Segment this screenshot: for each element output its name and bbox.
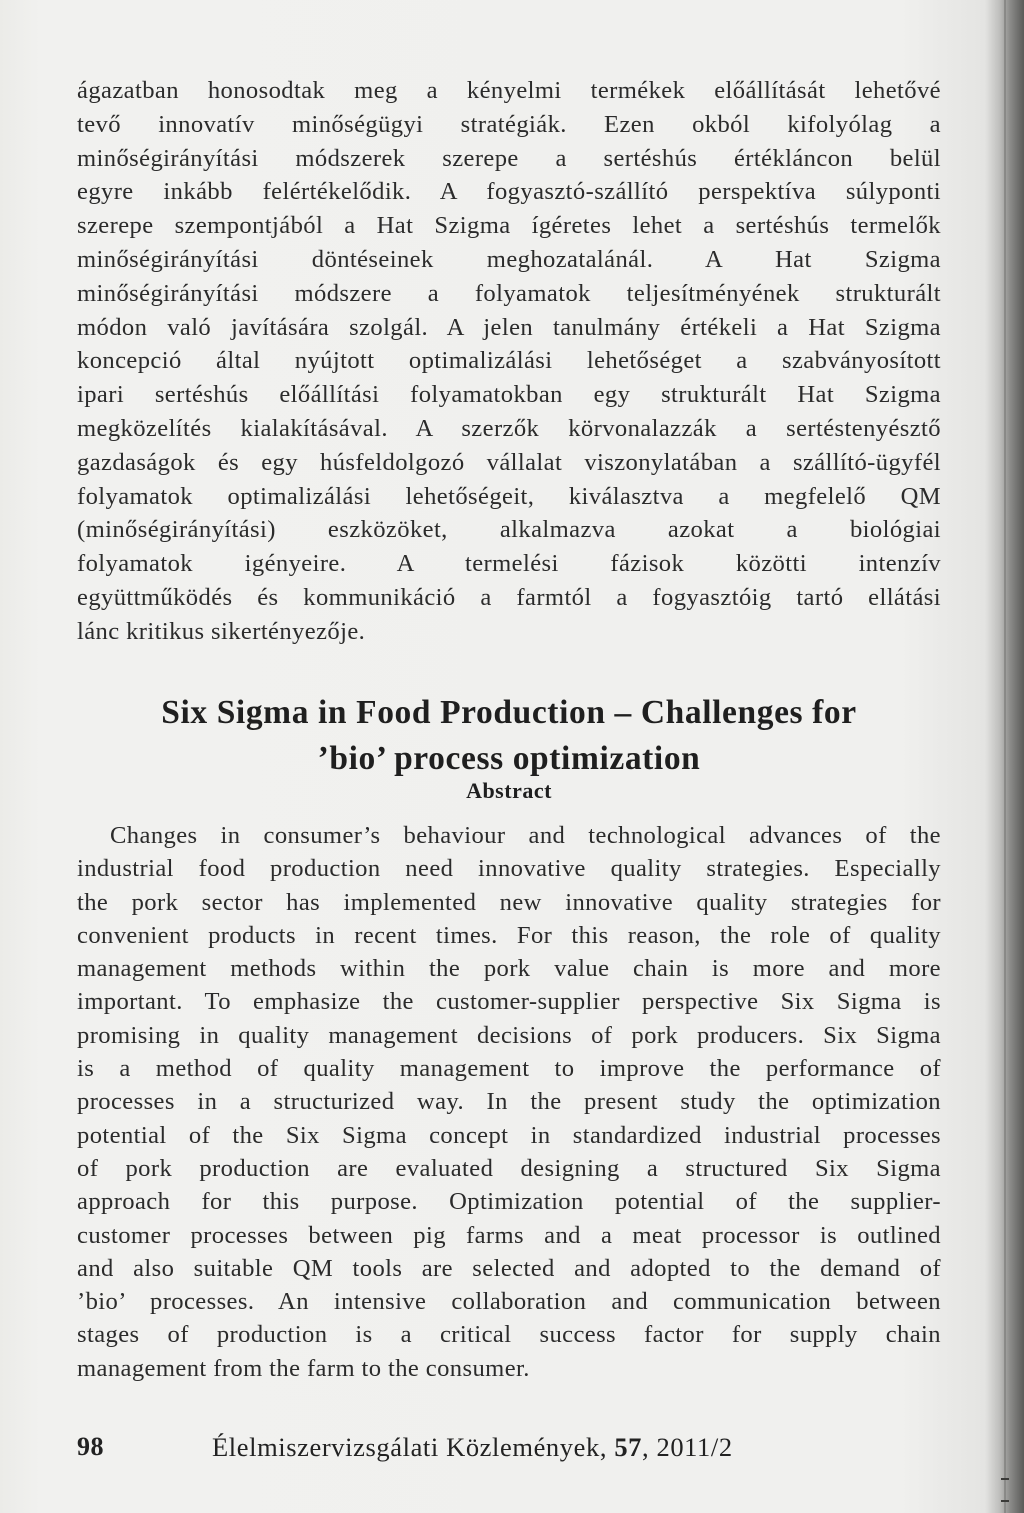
text-line: stages of production is a critical success factor for supply chain [77,1321,941,1349]
text-line: együttműködés és kommunikáció a farmtól a fogyasztóig tartó ellátási [77,583,941,611]
text-line: promising in quality management decisions of pork producers. Six Sigma [77,1021,941,1049]
text-line: minőségirányítási módszere a folyamatok teljesítményének strukturált [77,279,941,307]
text-line: is a method of quality management to improve the performance of [77,1055,941,1083]
text-line: minőségirányítási módszerek szerepe a sertéshús értékláncon belül [77,144,941,172]
text-line: important. To emphasize the customer-supplier perspective Six Sigma is [77,988,941,1016]
text-line: tevő innovatív minőségügyi stratégiák. Ezen okból kifolyólag a [77,110,941,138]
journal-issue: , 2011/2 [642,1432,733,1462]
text-line: convenient products in recent times. For this reason, the role of quality [77,921,941,949]
abstract-body [77,819,941,1385]
text-line: ’bio’ processes. An intensive collaboration and communication between [77,1288,941,1316]
text-line: gazdaságok és egy húsfeldolgozó vállalat viszonylatában a szállító-ügyfél [77,448,941,476]
text-line: (minőségirányítási) eszközöket, alkalmazva azokat a biológiai [77,516,941,544]
hungarian-paragraph [77,74,941,649]
text-line: ágazatban honosodtak meg a kényelmi termékek előállítását lehetővé [77,77,941,104]
page-footer [77,1432,941,1468]
page-number: 98 [77,1432,104,1461]
text-line: módon való javítására szolgál. A jelen tanulmány értékeli a Hat Szigma [77,313,941,341]
abstract-heading: Abstract [466,778,552,803]
text-line: customer processes between pig farms and a meat processor is outlined [77,1221,941,1249]
title-line-2: ’bio’ process optimization [317,740,701,777]
text-line: and also suitable QM tools are selected and adopted to the demand of [77,1254,941,1282]
text-line: potential of the Six Sigma concept in standardized industrial processes [77,1121,941,1149]
text-line: folyamatok igényeire. A termelési fázisok közötti intenzív [77,550,941,578]
journal-volume: 57 [614,1432,643,1462]
text-line: processes in a structurized way. In the present study the optimization [77,1088,941,1116]
text-line: Changes in consumer’s behaviour and technological advances of the [110,822,941,849]
text-line: ipari sertéshús előállítási folyamatokban egy strukturált Hat Szigma [77,381,941,409]
gutter-mark [1001,1500,1009,1502]
binding-gutter [1004,0,1006,1513]
journal-citation [212,1432,733,1463]
text-line: management from the farm to the consumer. [77,1354,530,1382]
text-line: minőségirányítási döntéseinek meghozatalánál. A Hat Szigma [77,245,941,273]
journal-name: Élelmiszervizsgálati Közlemények, [212,1432,608,1462]
text-line: industrial food production need innovative quality strategies. Especially [77,855,941,883]
text-line: approach for this purpose. Optimization potential of the supplier- [77,1188,941,1216]
text-line: management methods within the pork value chain is more and more [77,955,941,983]
article-title [77,690,941,782]
text-line: folyamatok optimalizálási lehetőségeit, kiválasztva a megfelelő QM [77,482,941,510]
text-line: megközelítés kialakításával. A szerzők körvonalazzák a sertéstenyésztő [77,414,941,442]
text-line: egyre inkább felértékelődik. A fogyasztó-szállító perspektíva súlyponti [77,178,941,206]
text-line: the pork sector has implemented new innovative quality strategies for [77,888,941,916]
text-line: szerepe szempontjából a Hat Szigma ígéretes lehet a sertéshús termelők [77,212,941,240]
title-line-1: Six Sigma in Food Production – Challenges for [161,694,857,731]
text-line: koncepció által nyújtott optimalizálási lehetőséget a szabványosított [77,347,941,375]
text-line: of pork production are evaluated designing a structured Six Sigma [77,1154,941,1182]
gutter-mark [1001,1478,1009,1480]
text-line: lánc kritikus sikertényezője. [77,617,366,645]
